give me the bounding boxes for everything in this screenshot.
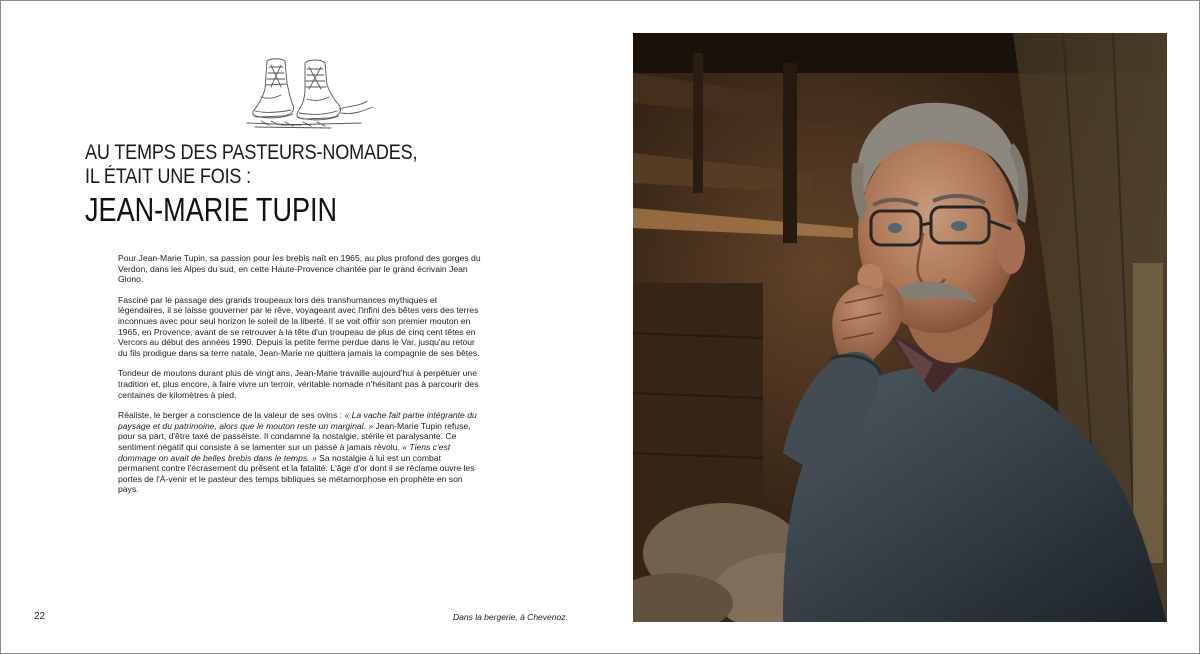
page-number: 22 — [34, 611, 46, 622]
paragraph-4-part-c: Sa nostalgie à lui est un combat permanent contre l'écrasement du présent et la fatalité. L'âge d'or dont il se réclame ouvre les portes de l'À-venir et le pasteur des temps bibliques se métamorphose en prophète en son pays. — [118, 452, 475, 495]
paragraph-2: Fasciné par le passage des grands troupeaux lors des transhumances mythiques et légendaires, il se laisse gouverner par le rêve, voyageant avec l'infini des bêtes vers des terres inconnues avec pour seul horizon le soleil de la liberté. Il se voit offrir son premier mouton en 1965, en Provence, avant de se retrouver à la tête d'un troupeau de plus de cinq cent têtes en Vercors au début des années 1990. Depuis la petite ferme perdue dans le Var, jusqu'au retour du fils prodigue dans sa terre natale, Jean-Marie ne quittera jamais la compagnie de ses bêtes. — [118, 294, 480, 358]
title-line-2: IL ÉTAIT UNE FOIS : — [85, 165, 251, 188]
paragraph-1: Pour Jean-Marie Tupin, sa passion pour les brebis naît en 1965, au plus profond des gorges du Verdon, dans les Alpes du sud, en cette Haute-Provence chantée par le grand écrivain Jean Giono. — [118, 253, 481, 285]
article-body — [118, 253, 484, 505]
paragraph-4-part-a: Réaliste, le berger a conscience de la valeur de ses ovins : — [118, 410, 345, 421]
portrait-photo — [633, 33, 1167, 622]
title-name: JEAN-MARIE TUPIN — [85, 191, 338, 228]
title-line-1: AU TEMPS DES PASTEURS-NOMADES, — [85, 141, 418, 164]
quote-2: « Tiens c'est dommage on avait de belles brebis dans le temps. » — [118, 441, 451, 463]
quote-1: « La vache fait partie intégrante du paysage et du patrimoine, alors que le mouton reste un marginal. » — [118, 410, 477, 431]
chapter-title — [85, 141, 425, 229]
paragraph-3: Tondeur de moutons durant plus de vingt ans, Jean-Marie travaille aujourd'hui à perpétuer une tradition et, plus encore, à faire vivre un terroir, véritable nomade n'hésitant pas à parcourir des centaines de kilomètres à pied. — [118, 368, 479, 400]
paragraph-4 — [118, 410, 484, 495]
paragraph-4-part-b: Jean-Marie Tupin refuse, pour sa part, d'être taxé de passéiste. Il condamne la nostalgie, stérile et paralysante. Ce sentiment négatif qui consiste à se lamenter sur un passé à jamais révolu. — [118, 420, 471, 452]
hiking-boots-sketch-icon — [241, 53, 381, 133]
photo-caption: Dans la bergerie, à Chevenoz. — [453, 612, 568, 622]
